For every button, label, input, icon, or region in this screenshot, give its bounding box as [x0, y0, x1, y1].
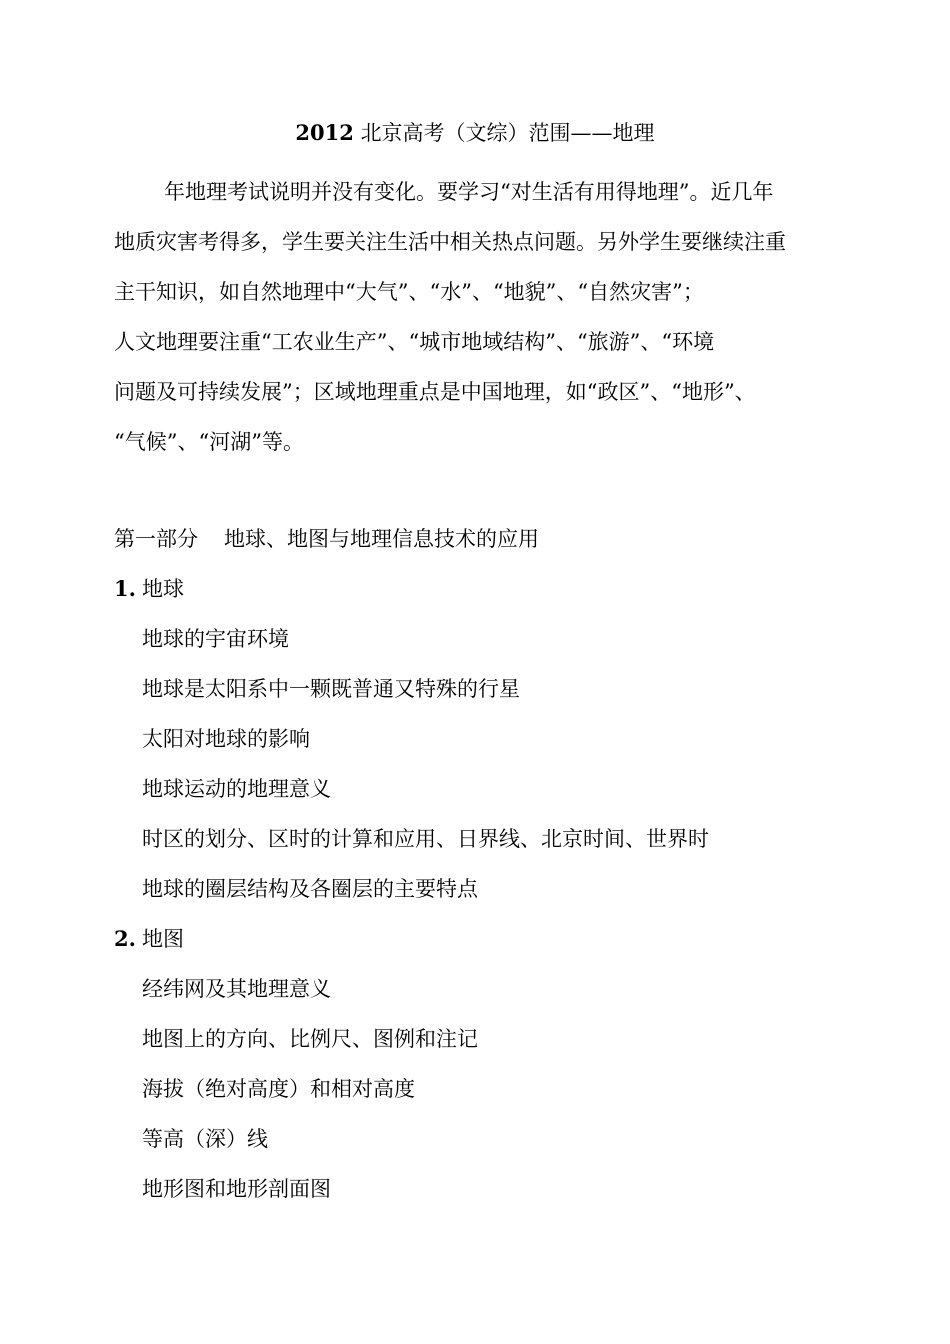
- list-item: 海拔（绝对高度）和相对高度: [142, 1077, 415, 1101]
- part-name: 地球、地图与地理信息技术的应用: [224, 527, 539, 551]
- list-item: 地球运动的地理意义: [142, 777, 331, 801]
- section-title: 地球: [142, 577, 184, 601]
- list-item: 太阳对地球的影响: [142, 727, 310, 751]
- intro-line: 地质灾害考得多，学生要关注生活中相关热点问题。另外学生要继续注重: [114, 230, 786, 254]
- intro-line: 问题及可持续发展”；区域地理重点是中国地理，如“政区”、“地形”、: [114, 380, 756, 404]
- part-label: 第一部分: [114, 527, 198, 551]
- list-item: 地图上的方向、比例尺、图例和注记: [142, 1027, 478, 1051]
- list-item: 地球的圈层结构及各圈层的主要特点: [142, 877, 478, 901]
- list-item: 地形图和地形剖面图: [142, 1177, 331, 1201]
- section-heading-map: [114, 914, 844, 964]
- syllabus-outline: [114, 514, 844, 1214]
- intro-line: 人文地理要注重“工农业生产”、“城市地域结构”、“旅游”、“环境: [114, 330, 715, 354]
- section-number: 2.: [114, 926, 136, 951]
- page-title: [0, 118, 950, 148]
- intro-line: 年地理考试说明并没有变化。要学习“对生活有用得地理”。近几年: [164, 180, 774, 204]
- intro-line: 主干知识，如自然地理中“大气”、“水”、“地貌”、“自然灾害”；: [114, 280, 704, 304]
- intro-line: “气候”、“河湖”等。: [114, 430, 304, 454]
- part-heading: [114, 514, 844, 564]
- list-item: 经纬网及其地理意义: [142, 977, 331, 1001]
- section-title: 地图: [142, 927, 184, 951]
- title-year: 2012: [295, 120, 354, 145]
- section-heading-earth: [114, 564, 844, 614]
- list-item: 地球的宇宙环境: [142, 627, 289, 651]
- title-text: 北京高考（文综）范围——地理: [360, 121, 655, 145]
- section-number: 1.: [114, 576, 136, 601]
- list-item: 等高（深）线: [142, 1127, 268, 1151]
- list-item: 地球是太阳系中一颗既普通又特殊的行星: [142, 677, 520, 701]
- list-item: 时区的划分、区时的计算和应用、日界线、北京时间、世界时: [142, 827, 709, 851]
- intro-paragraph: [114, 167, 844, 467]
